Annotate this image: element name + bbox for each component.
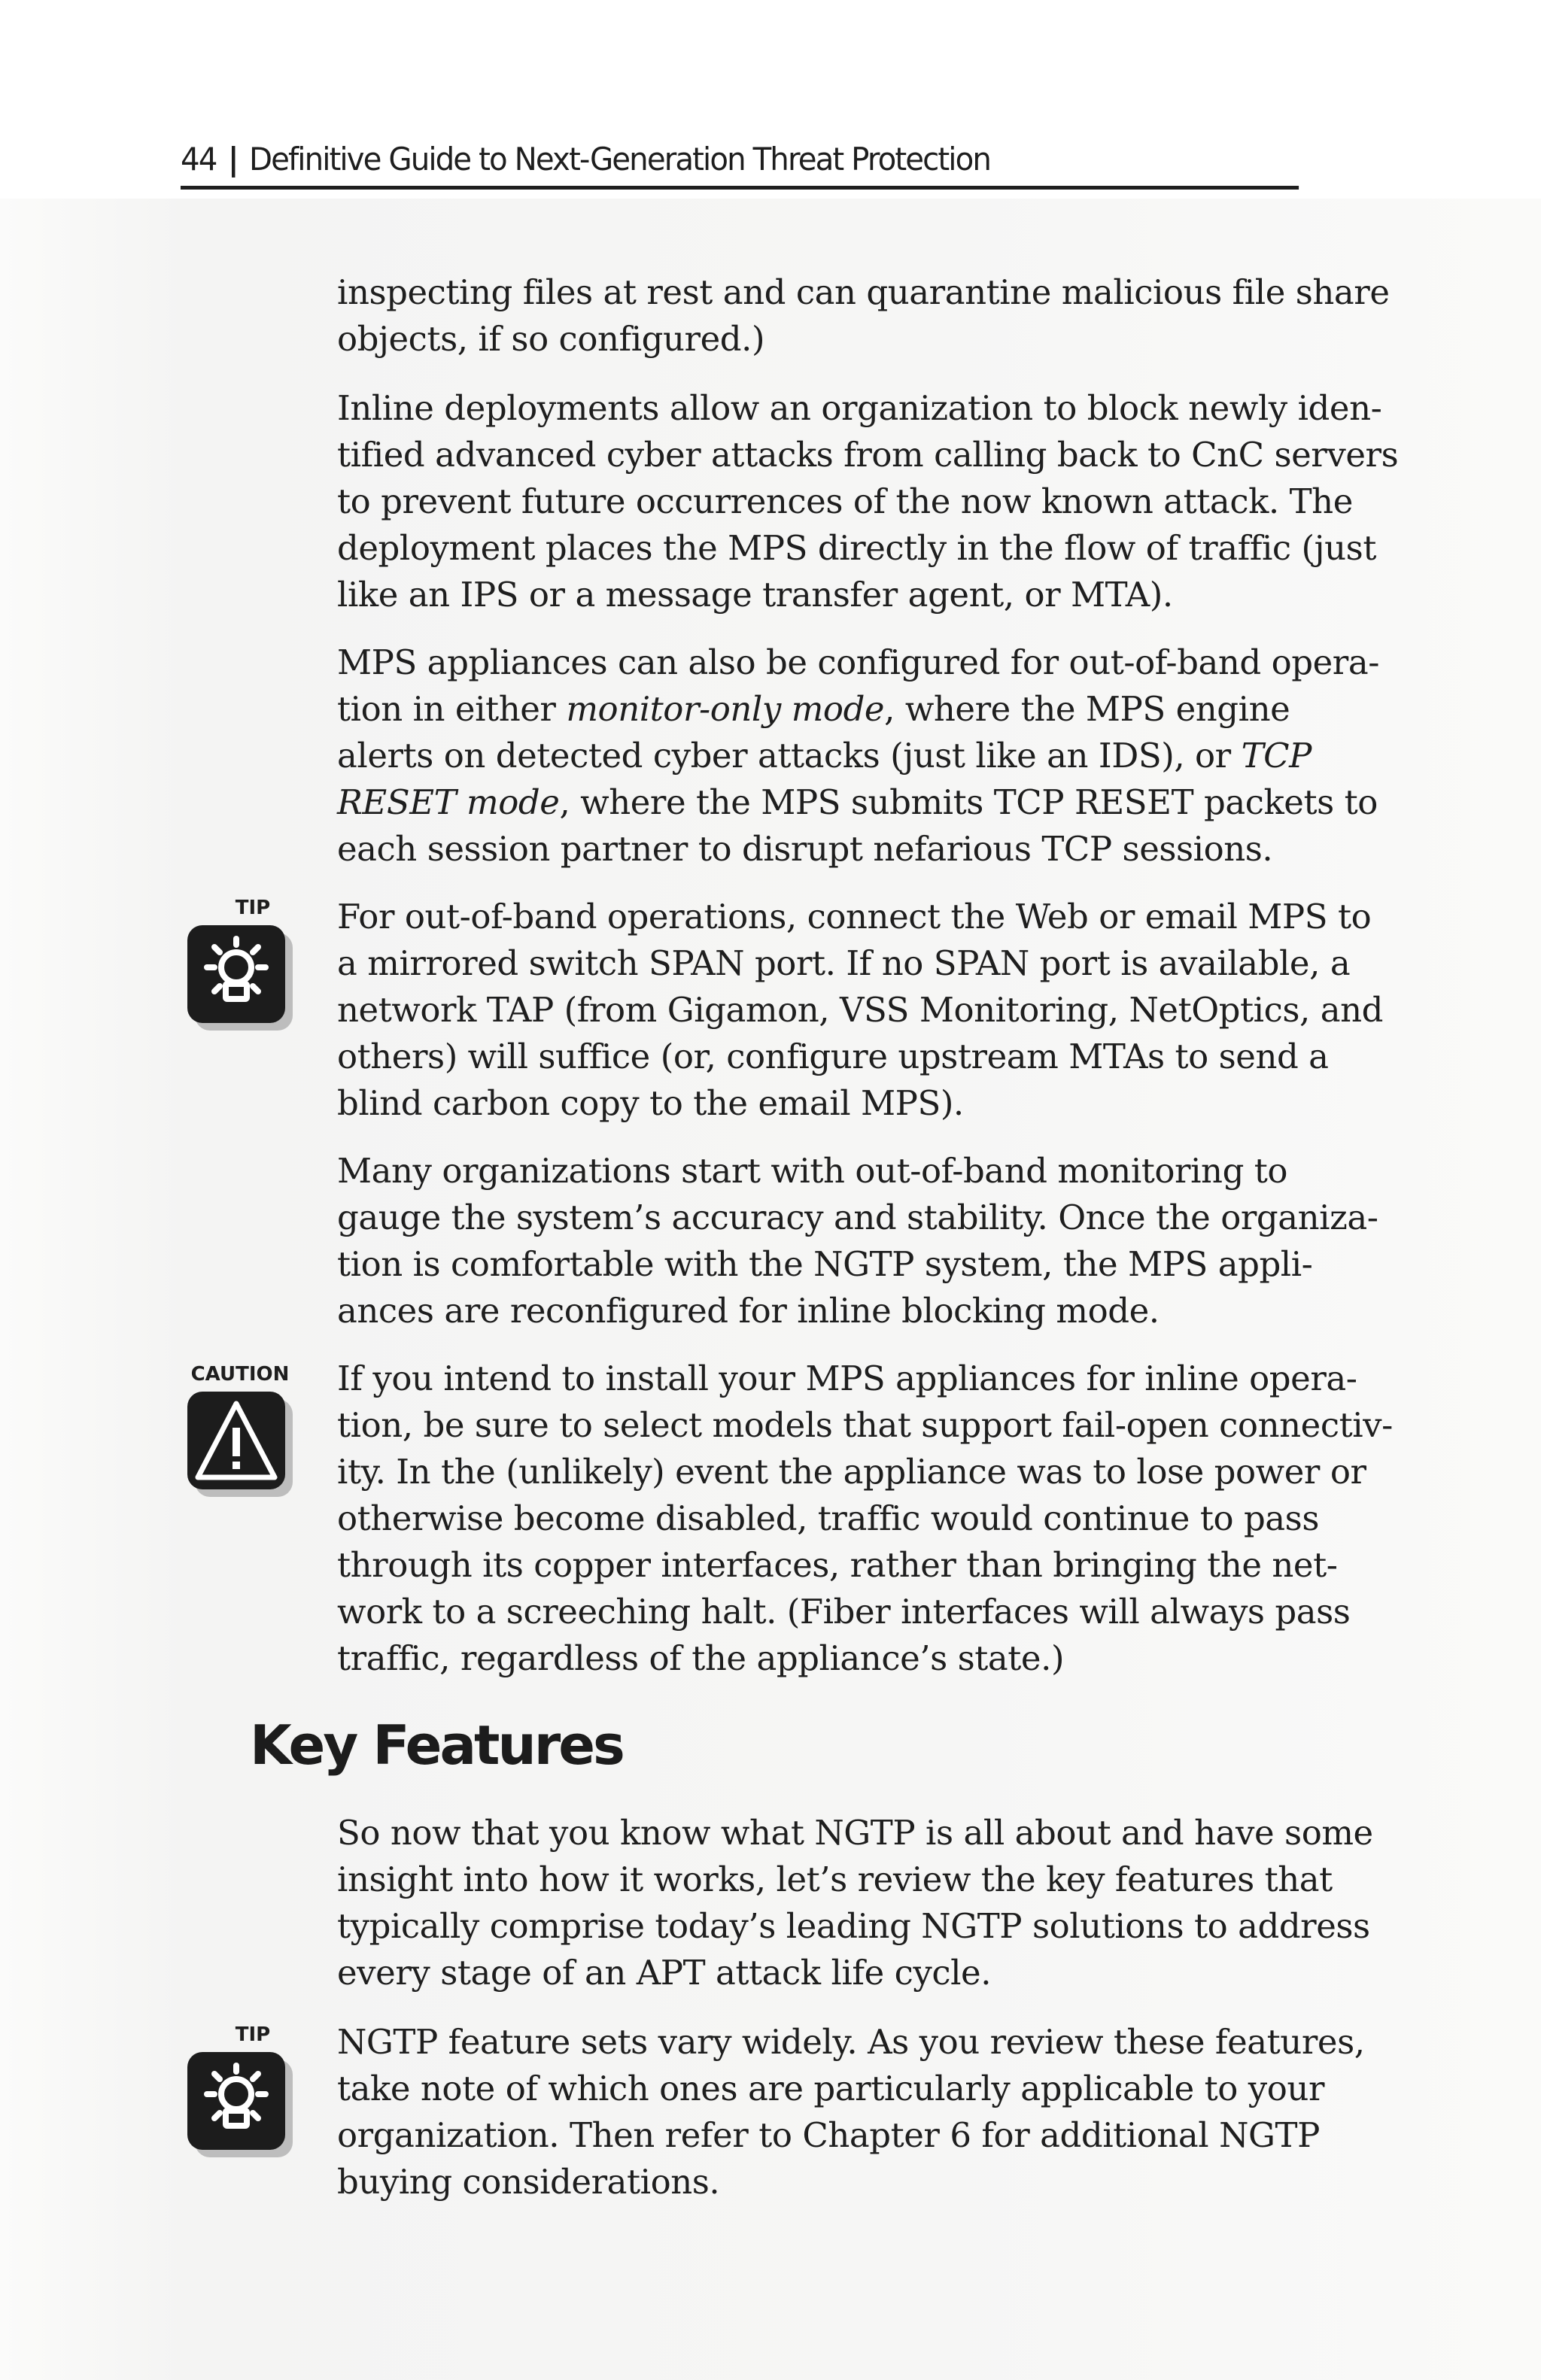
section-heading-key-features: Key Features bbox=[250, 1714, 623, 1777]
text-line: blind carbon copy to the email MPS). bbox=[337, 1083, 964, 1123]
term-reset-mode: RESET mode bbox=[337, 782, 560, 822]
text-line: others) will suffice (or, configure upstream MTAs to send a bbox=[337, 1037, 1329, 1076]
warning-triangle-icon bbox=[184, 1389, 297, 1501]
paragraph-out-of-band-modes bbox=[337, 639, 1379, 873]
paragraph-inline-deployments bbox=[337, 385, 1399, 618]
tip-label: TIP bbox=[235, 897, 271, 919]
text-line: tified advanced cyber attacks from calling back to CnC servers bbox=[337, 435, 1399, 475]
text-line: MPS appliances can also be configured for out-of-band opera- bbox=[337, 642, 1379, 682]
text-line: Many organizations start with out-of-band monitoring to bbox=[337, 1151, 1288, 1191]
text-line bbox=[337, 686, 1349, 733]
text-run: alerts on detected cyber attacks (just like an IDS), or bbox=[337, 736, 1242, 776]
tip-paragraph-span-port bbox=[337, 894, 1383, 1127]
running-header bbox=[181, 137, 1299, 190]
text-line: ances are reconfigured for inline blocking mode. bbox=[337, 1291, 1160, 1331]
caution-label: CAUTION bbox=[190, 1363, 290, 1386]
text-line: through its copper interfaces, rather than bringing the net- bbox=[337, 1545, 1338, 1585]
text-line: For out-of-band operations, connect the Web or email MPS to bbox=[337, 897, 1372, 937]
header-separator: | bbox=[227, 141, 238, 178]
term-monitor-only-mode: monitor-only mode bbox=[566, 689, 885, 729]
text-run: , where the MPS engine bbox=[884, 689, 1290, 729]
text-run: tion in either bbox=[337, 689, 567, 729]
text-line: inspecting files at rest and can quarantine malicious file share bbox=[337, 272, 1390, 312]
text-line: traffic, regardless of the appliance’s state.) bbox=[337, 1638, 1065, 1678]
caution-marker bbox=[181, 1363, 301, 1501]
text-line: work to a screeching halt. (Fiber interfaces will always pass bbox=[337, 1592, 1351, 1632]
lightbulb-icon bbox=[184, 2049, 297, 2162]
page-number: 44 bbox=[181, 141, 217, 178]
caution-paragraph-fail-open bbox=[337, 1355, 1393, 1682]
text-line: Inline deployments allow an organization to block newly iden- bbox=[337, 388, 1382, 428]
text-line: each session partner to disrupt nefarious TCP sessions. bbox=[337, 829, 1273, 869]
text-line: like an IPS or a message transfer agent, or MTA). bbox=[337, 575, 1173, 615]
lightbulb-icon bbox=[184, 922, 297, 1035]
text-line: to prevent future occurrences of the now known attack. The bbox=[337, 481, 1353, 521]
text-line: So now that you know what NGTP is all about and have some bbox=[337, 1813, 1373, 1853]
text-line: objects, if so configured.) bbox=[337, 319, 765, 359]
text-line bbox=[337, 779, 1378, 826]
paragraph-key-features-intro bbox=[337, 1810, 1373, 1996]
book-title: Definitive Guide to Next-Generation Threat Protection bbox=[249, 141, 990, 178]
tip-label: TIP bbox=[235, 2023, 271, 2046]
text-line: deployment places the MPS directly in the flow of traffic (just bbox=[337, 528, 1376, 568]
text-line: gauge the system’s accuracy and stability. Once the organiza- bbox=[337, 1198, 1378, 1237]
text-run: , where the MPS submits TCP RESET packets to bbox=[559, 782, 1378, 822]
text-line: every stage of an APT attack life cycle. bbox=[337, 1953, 992, 1993]
tip-paragraph-feature-sets bbox=[337, 2019, 1365, 2205]
paragraph-monitoring-start bbox=[337, 1148, 1378, 1334]
text-line: insight into how it works, let’s review the key features that bbox=[337, 1859, 1333, 1899]
text-line: network TAP (from Gigamon, VSS Monitoring, NetOptics, and bbox=[337, 990, 1383, 1030]
tip-marker bbox=[181, 897, 301, 1035]
text-line: NGTP feature sets vary widely. As you review these features, bbox=[337, 2022, 1365, 2062]
text-line: buying considerations. bbox=[337, 2162, 720, 2202]
term-tcp: TCP bbox=[1241, 736, 1312, 776]
paragraph-files-at-rest bbox=[337, 269, 1390, 363]
text-line: ity. In the (unlikely) event the appliance was to lose power or bbox=[337, 1452, 1366, 1492]
text-line: typically comprise today’s leading NGTP solutions to address bbox=[337, 1906, 1370, 1946]
text-line: organization. Then refer to Chapter 6 for additional NGTP bbox=[337, 2115, 1320, 2155]
text-line: otherwise become disabled, traffic would continue to pass bbox=[337, 1498, 1319, 1538]
tip-marker bbox=[181, 2023, 301, 2162]
text-line: tion is comfortable with the NGTP system, the MPS appli- bbox=[337, 1244, 1313, 1284]
text-line: a mirrored switch SPAN port. If no SPAN port is available, a bbox=[337, 943, 1351, 983]
text-line bbox=[337, 733, 1349, 779]
text-line: tion, be sure to select models that support fail-open connectiv- bbox=[337, 1405, 1393, 1445]
text-line: take note of which ones are particularly applicable to your bbox=[337, 2069, 1325, 2108]
text-line: If you intend to install your MPS appliances for inline opera- bbox=[337, 1358, 1357, 1398]
